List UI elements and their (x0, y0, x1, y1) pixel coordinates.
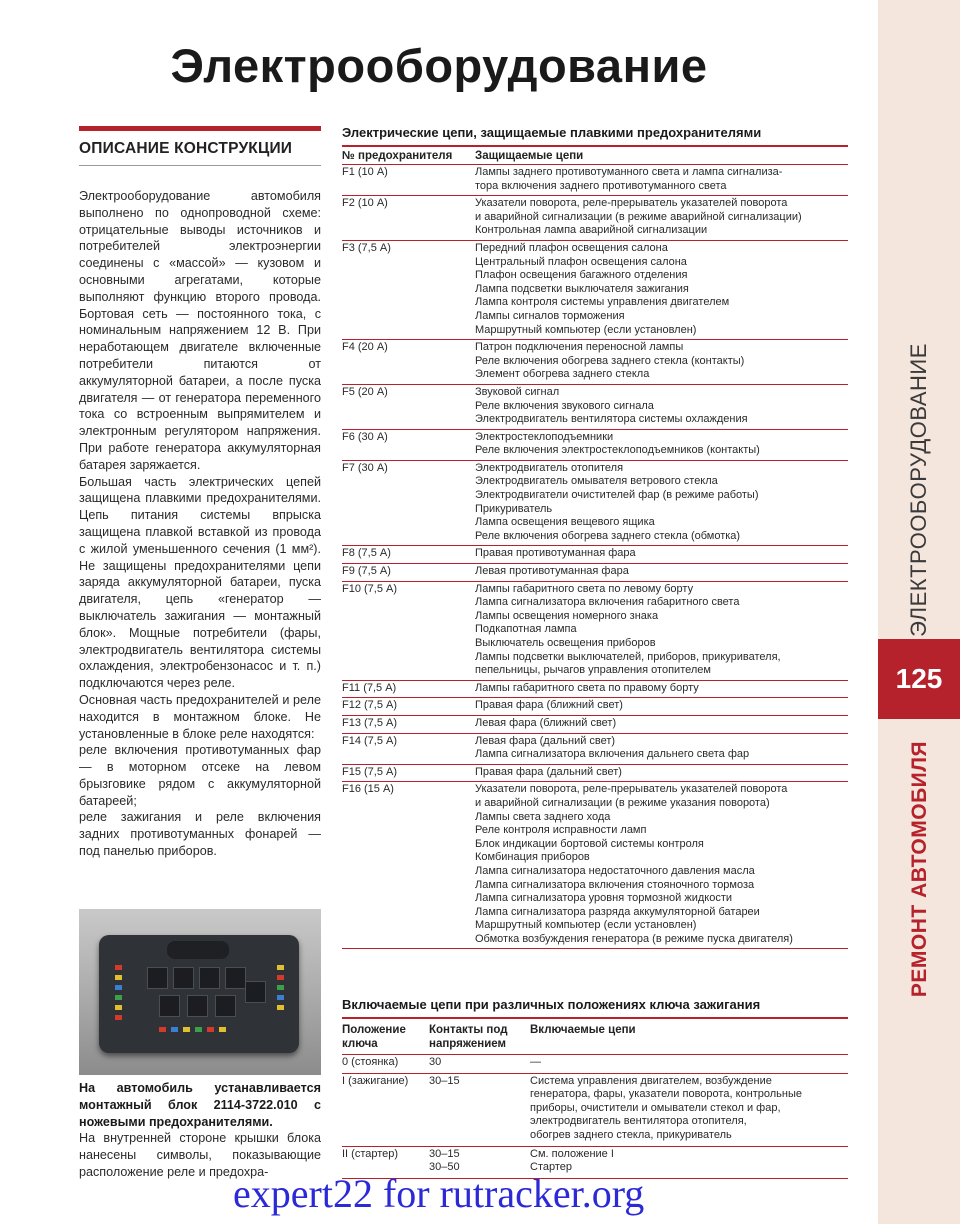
circuit-line: Правая фара (ближний свет) (475, 699, 623, 712)
fuse-block-photo (79, 909, 321, 1075)
circuit-line: Левая фара (ближний свет) (475, 716, 617, 729)
circuit-line: Плафон освещения багажного отделения (475, 269, 688, 282)
watermark: expert22 for rutracker.org (233, 1171, 645, 1216)
fuse-shape (277, 975, 284, 980)
circuit-line: Реле включения звукового сигнала (475, 399, 654, 412)
circuit-line: Электродвигатель отопителя (475, 461, 624, 474)
fuse-shape (195, 1027, 202, 1032)
fuse-row (342, 461, 848, 547)
fuse-shape (159, 1027, 166, 1032)
relay-shape (187, 995, 208, 1017)
fuse-label: F12 (7,5 А) (342, 699, 398, 712)
fuse-label: F15 (7,5 А) (342, 765, 398, 778)
photo-caption (79, 1080, 321, 1181)
header-line: напряжением (429, 1038, 507, 1050)
fuse-label: F7 (30 А) (342, 461, 388, 474)
fuse-circuits (475, 462, 848, 544)
side-book-label: РЕМОНТ АВТОМОБИЛЯ (908, 740, 931, 998)
circuit-line: Обмотка возбуждения генератора (в режиме пуска двигателя) (475, 932, 793, 945)
circuit-line: Маршрутный компьютер (если установлен) (475, 323, 697, 336)
fuse-label: F10 (7,5 А) (342, 582, 398, 595)
body-paragraph: реле включения противотуманных фар — в моторном отсеке на левом брызговике рядом с аккумуляторной батареей; (79, 743, 321, 808)
fuse-shape (277, 965, 284, 970)
fuse-shape (115, 965, 122, 970)
fuse-circuits (475, 735, 848, 762)
fuse-label: F9 (7,5 А) (342, 565, 391, 578)
section-heading: ОПИСАНИЕ КОНСТРУКЦИИ (79, 131, 321, 166)
fuse-row (342, 782, 848, 949)
fuse-label: F5 (20 А) (342, 385, 388, 398)
circuit-line: Комбинация приборов (475, 851, 590, 864)
fuse-circuits (475, 699, 848, 713)
fuse-label: F13 (7,5 А) (342, 716, 398, 729)
fuse-block-body (99, 935, 299, 1053)
fuse-label: F3 (7,5 А) (342, 241, 391, 254)
contacts-col-header (429, 1023, 530, 1051)
circuit-line: Указатели поворота, реле-прерыватель указателей поворота (475, 197, 788, 210)
circuit-line: Лампы заднего противотуманного света и лампа сигнализа- (475, 166, 783, 178)
body-paragraph: реле зажигания и реле включения задних противотуманных фонарей — под панелью приборов. (79, 810, 321, 859)
fuse-row (342, 582, 848, 681)
circuits-col-header: Защищаемые цепи (475, 150, 584, 162)
fuse-circuits (475, 547, 848, 561)
fuse-row (342, 340, 848, 385)
position-col-header (342, 1023, 429, 1051)
key-row (342, 1074, 848, 1147)
circuit-line: Лампа сигнализатора включения дальнего света фар (475, 748, 750, 761)
relay-shape (159, 995, 180, 1017)
key-row (342, 1055, 848, 1074)
fuse-shape (115, 995, 122, 1000)
fuse-circuits (475, 386, 848, 427)
key-circuits (530, 1075, 848, 1143)
key-contacts (429, 1075, 530, 1143)
fuse-row (342, 546, 848, 564)
fuse-row (342, 241, 848, 340)
circuit-line: — (530, 1056, 541, 1068)
fuse-table-header (342, 147, 848, 165)
circuit-line: приборы, очистители и омыватели стекол и фар, (530, 1101, 781, 1114)
side-topic-label: ЭЛЕКТРООБОРУДОВАНИЕ (906, 343, 931, 637)
relay-shape (245, 981, 266, 1003)
fuse-circuits (475, 717, 848, 731)
circuit-line: обогрев заднего стекла, прикуриватель (530, 1128, 732, 1141)
photo-caption-bold: На автомобиль устанавливается монтажный блок 2114-3722.010 с ножевыми предохранителями. (79, 1081, 321, 1129)
circuit-line: Реле включения электростеклоподъемников (контакты) (475, 444, 760, 457)
fuse-row (342, 734, 848, 765)
fuse-shape (277, 1005, 284, 1010)
key-table-title: Включаемые цепи при различных положениях ключа зажигания (342, 997, 761, 1012)
relay-shape (173, 967, 194, 989)
body-paragraph: Основная часть предохранителей и реле находится в монтажном блоке. Не установленные в блоке реле находятся: (79, 692, 321, 741)
circuit-line: электродвигатель вентилятора отопителя, (530, 1115, 747, 1128)
fuse-circuits (475, 583, 848, 678)
header-line: Положение (342, 1024, 406, 1036)
fuse-shape (207, 1027, 214, 1032)
connector-shape (167, 941, 229, 959)
fuse-row (342, 681, 848, 699)
fuse-circuits (475, 766, 848, 780)
fuse-label: F4 (20 А) (342, 341, 388, 354)
key-position: 0 (стоянка) (342, 1056, 399, 1068)
fuse-circuits (475, 565, 848, 579)
page-number: 125 (878, 639, 960, 719)
header-line: Контакты под (429, 1024, 508, 1036)
circuit-line: Передний плафон освещения салона (475, 241, 668, 254)
fuse-label: F8 (7,5 А) (342, 547, 391, 560)
key-contacts (429, 1056, 530, 1070)
circuit-line: Звуковой сигнал (475, 385, 560, 398)
fuse-table-body (342, 165, 848, 949)
circuit-line: Электродвигатель вентилятора системы охлаждения (475, 413, 748, 426)
circuit-line: и аварийной сигнализации (в режиме указания поворота) (475, 796, 770, 809)
fuse-shape (115, 1015, 122, 1020)
circuit-line: Лампа сигнализатора включения габаритного света (475, 596, 740, 609)
fuse-label: F6 (30 А) (342, 430, 388, 443)
circuit-line: Лампы света заднего хода (475, 810, 611, 823)
circuit-line: Стартер (530, 1161, 573, 1174)
body-text (79, 188, 321, 860)
circuit-line: Блок индикации бортовой системы контроля (475, 837, 704, 850)
circuit-line: Лампы подсветки выключателей, приборов, прикуривателя, (475, 650, 781, 663)
circuit-line: Левая противотуманная фара (475, 565, 629, 578)
relay-shape (147, 967, 168, 989)
circuit-line: Лампа подсветки выключателя зажигания (475, 282, 689, 295)
circuit-line: Реле включения обогрева заднего стекла (обмотка) (475, 529, 741, 542)
left-column (79, 126, 321, 860)
fuse-row (342, 698, 848, 716)
fuse-col-header: № предохранителя (342, 150, 453, 162)
circuit-line: Лампы габаритного света по левому борту (475, 582, 694, 595)
fuse-circuits (475, 341, 848, 382)
circuit-line: Центральный плафон освещения салона (475, 255, 687, 268)
circuit-line: Система управления двигателем, возбуждение (530, 1074, 772, 1087)
page-title: Электрооборудование (170, 39, 708, 92)
fuse-row (342, 196, 848, 241)
circuit-line: Реле включения обогрева заднего стекла (контакты) (475, 354, 745, 367)
circuit-line: Лампы сигналов торможения (475, 309, 625, 322)
circuit-line: Маршрутный компьютер (если установлен) (475, 919, 697, 932)
fuse-circuits (475, 197, 848, 238)
circuit-line: Лампы освещения номерного знака (475, 609, 659, 622)
circuit-line: Левая фара (дальний свет) (475, 734, 616, 747)
fuse-label: F11 (7,5 А) (342, 681, 397, 694)
fuse-row (342, 165, 848, 196)
key-circuits (530, 1056, 848, 1070)
fuse-circuits (475, 431, 848, 458)
body-paragraph: Электрооборудование автомобиля выполнено по однопроводной схеме: отрицательные выводы источников и потребителей электроэнергии соединены с «массой» — кузовом и основными агрегатами, которые выполняют функцию второго провода. Бортовая сеть — постоянного тока, с номинальным напряжением 12 В. При неработающем двигателе включенные потребители питаются от аккумуляторной батареи, а после пуска двигателя — от генератора переменного тока со встроенным выпрямителем и электронным регулятором напряжения. При работе генератора аккумуляторная батарея заряжается. (79, 189, 321, 472)
fuse-shape (171, 1027, 178, 1032)
circuit-line: Лампы габаритного света по правому борту (475, 681, 699, 694)
header-line: ключа (342, 1038, 378, 1050)
circuit-line: и аварийной сигнализации (в режиме аварийной сигнализации) (475, 210, 802, 223)
contact-line: 30–50 (429, 1161, 460, 1174)
circuits-col-header: Включаемые цепи (530, 1024, 636, 1036)
fuse-table-title: Электрические цепи, защищаемые плавкими предохранителями (342, 125, 762, 140)
circuit-line: Электродвигатели очистителей фар (в режиме работы) (475, 489, 759, 502)
fuse-circuits (475, 166, 848, 193)
fuse-circuits (475, 682, 848, 696)
fuse-circuits (475, 242, 848, 337)
fuse-shape (115, 1005, 122, 1010)
circuit-line: Патрон подключения переносной лампы (475, 341, 684, 354)
body-paragraph: Большая часть электрических цепей защищена плавкими предохранителями. Цепь питания системы впрыска защищена плавкой вставкой из провода с жилой уменьшенного сечения (1 мм²). Не защищены предохранителями цепи заряда аккумуляторной батареи, пуска двигателя, цепь «генератор — выключатель зажигания — монтажный блок». Мощные потребители (фары, электродвигатель вентилятора системы охлаждения, электробензонасос и т. п.) подключаются через реле. (79, 474, 321, 691)
circuit-line: Лампа сигнализатора включения стояночного тормоза (475, 878, 755, 891)
circuit-line: пепельницы, рычагов управления отопителем (475, 664, 711, 677)
circuit-line: Контрольная лампа аварийной сигнализации (475, 224, 708, 237)
circuit-line: Электродвигатель омывателя ветрового стекла (475, 475, 718, 488)
fuse-shape (115, 985, 122, 990)
circuit-line: Подкапотная лампа (475, 623, 577, 636)
key-position: I (зажигание) (342, 1074, 409, 1087)
circuit-line: генератора, фары, указатели поворота, контрольные (530, 1088, 802, 1101)
contact-line: 30 (429, 1056, 442, 1068)
fuse-label: F1 (10 А) (342, 166, 388, 178)
contact-line: 30–15 (429, 1074, 460, 1087)
fuse-label: F14 (7,5 А) (342, 734, 398, 747)
relay-shape (215, 995, 236, 1017)
relay-shape (225, 967, 246, 989)
fuse-shape (219, 1027, 226, 1032)
circuit-line: Правая фара (дальний свет) (475, 765, 622, 778)
fuse-row (342, 430, 848, 461)
relay-shape (199, 967, 220, 989)
fuse-row (342, 765, 848, 783)
fuse-shape (183, 1027, 190, 1032)
fuse-circuits (475, 783, 848, 946)
circuit-line: Лампа сигнализатора разряда аккумуляторной батареи (475, 905, 760, 918)
circuit-line: Указатели поворота, реле-прерыватель указателей поворота (475, 783, 788, 796)
fuse-shape (277, 995, 284, 1000)
circuit-line: Электростеклоподъемники (475, 430, 614, 443)
fuse-row (342, 385, 848, 430)
photo-caption-text: На внутренней стороне крышки блока нанесены символы, показывающие расположение реле и предохра- (79, 1131, 321, 1179)
circuit-line: Лампа сигнализатора уровня тормозной жидкости (475, 892, 733, 905)
key-table-header (342, 1019, 848, 1055)
fuse-shape (115, 975, 122, 980)
fuse-label: F2 (10 А) (342, 197, 388, 210)
circuit-line: Прикуриватель (475, 502, 553, 515)
fuse-row (342, 564, 848, 582)
fuse-label: F16 (15 А) (342, 783, 394, 796)
circuit-line: Правая противотуманная фара (475, 547, 636, 560)
circuit-line: тора включения заднего противотуманного света (475, 179, 727, 192)
key-position: II (стартер) (342, 1147, 399, 1160)
circuit-line: Реле контроля исправности ламп (475, 824, 647, 837)
circuit-line: Выключатель освещения приборов (475, 637, 656, 649)
circuit-line: Лампа сигнализатора недостаточного давления масла (475, 864, 755, 877)
circuit-line: Лампа контроля системы управления двигателем (475, 296, 730, 309)
fuse-shape (277, 985, 284, 990)
key-table-body (342, 1055, 848, 1179)
circuit-line: См. положение I (530, 1147, 614, 1160)
fuse-table (342, 145, 848, 949)
fuse-row (342, 716, 848, 734)
key-table (342, 1017, 848, 1179)
circuit-line: Лампа освещения вещевого ящика (475, 516, 655, 529)
contact-line: 30–15 (429, 1147, 460, 1160)
circuit-line: Элемент обогрева заднего стекла (475, 368, 650, 381)
